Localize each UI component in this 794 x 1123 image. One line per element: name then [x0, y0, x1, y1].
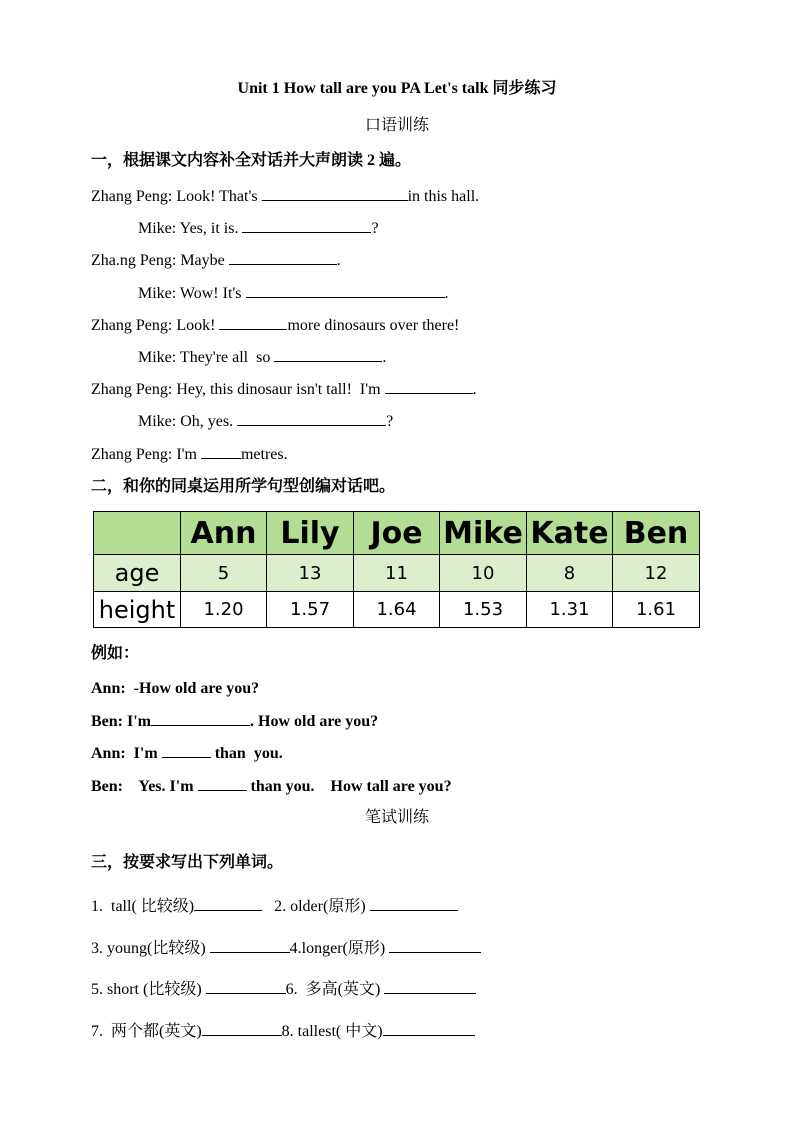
part3-heading: 三，按要求写出下列单词。: [91, 854, 284, 871]
answer-blank[interactable]: [385, 379, 473, 394]
line-text: than you. How tall are you?: [246, 778, 452, 795]
word-item-row-2: [91, 938, 481, 959]
section-oral-heading: 口语训练: [364, 117, 429, 134]
answer-blank[interactable]: [384, 979, 476, 994]
word-item-row-4: [91, 1021, 475, 1042]
dialogue-line-8: [138, 411, 393, 432]
speaker: Mike:: [138, 285, 177, 302]
answer-blank[interactable]: [370, 896, 458, 911]
item-text: 4.longer(原形): [289, 940, 390, 957]
part1-heading: 一，根据课文内容补全对话并大声朗读 2 遍。: [91, 152, 412, 169]
student-data-table: [93, 511, 700, 628]
speaker: Mike:: [138, 220, 177, 237]
answer-blank[interactable]: [202, 1021, 282, 1036]
line-text: .: [472, 381, 477, 398]
speaker: Mike:: [138, 413, 177, 430]
line-text: metres.: [240, 446, 288, 463]
answer-blank[interactable]: [198, 776, 247, 791]
height-cell: 1.53: [440, 592, 527, 628]
height-cell: 1.31: [527, 592, 613, 628]
line-text: than you.: [210, 745, 283, 762]
line-text: . How old are you?: [250, 713, 379, 730]
table-corner-cell: [94, 512, 181, 555]
item-text: 7. 两个都(英文): [91, 1023, 202, 1040]
table-row-age: [94, 555, 700, 592]
line-text: .: [444, 285, 449, 302]
item-text: 6. 多高(英文): [285, 981, 385, 998]
example-line-2: [91, 711, 378, 732]
age-cell: 13: [267, 555, 354, 592]
answer-blank[interactable]: [151, 711, 250, 726]
speaker: Zha.ng Peng:: [91, 252, 177, 269]
line-text: Hey, this dinosaur isn't tall! I'm: [172, 381, 385, 398]
answer-blank[interactable]: [237, 411, 386, 426]
name-cell: Ann: [181, 512, 267, 555]
example-label: 例如：: [91, 645, 140, 662]
age-cell: 12: [613, 555, 700, 592]
item-text: 5. short (比较级): [91, 981, 206, 998]
example-line-3: [91, 743, 283, 764]
answer-blank[interactable]: [229, 250, 337, 265]
answer-blank[interactable]: [162, 743, 211, 758]
line-text: Wow! It's: [176, 285, 246, 302]
line-text: I'm: [172, 446, 201, 463]
name-cell: Lily: [267, 512, 354, 555]
age-cell: 10: [440, 555, 527, 592]
height-cell: 1.61: [613, 592, 700, 628]
answer-blank[interactable]: [246, 283, 445, 298]
line-text: Ann: I'm: [91, 745, 162, 762]
dialogue-line-9: [91, 444, 288, 465]
item-text: 8. tallest( 中文): [281, 1023, 383, 1040]
dialogue-line-1: [91, 186, 479, 207]
line-text: Yes, it is.: [176, 220, 243, 237]
line-text: more dinosaurs over there!: [287, 317, 460, 334]
answer-blank[interactable]: [219, 315, 287, 330]
dialogue-line-3: [91, 250, 341, 271]
name-cell: Ben: [613, 512, 700, 555]
word-item-row-1: [91, 896, 458, 917]
line-text: in this hall.: [407, 188, 480, 205]
height-cell: 1.20: [181, 592, 267, 628]
name-cell: Joe: [354, 512, 440, 555]
example-line-4: [91, 776, 452, 797]
answer-blank[interactable]: [274, 347, 382, 362]
age-cell: 11: [354, 555, 440, 592]
answer-blank[interactable]: [262, 186, 408, 201]
age-label: age: [94, 555, 181, 592]
speaker: Zhang Peng:: [91, 381, 173, 398]
age-cell: 8: [527, 555, 613, 592]
answer-blank[interactable]: [201, 444, 241, 459]
answer-blank[interactable]: [210, 938, 290, 953]
name-cell: Kate: [527, 512, 613, 555]
part2-heading: 二，和你的同桌运用所学句型创编对话吧。: [91, 478, 396, 495]
line-text: Ben: Yes. I'm: [91, 778, 198, 795]
line-text: Ann: -How old are you?: [91, 680, 260, 697]
speaker: Zhang Peng:: [91, 446, 173, 463]
answer-blank[interactable]: [194, 896, 262, 911]
answer-blank[interactable]: [383, 1021, 475, 1036]
table-row-height: [94, 592, 700, 628]
speaker: Zhang Peng:: [91, 317, 173, 334]
line-text: Oh, yes.: [176, 413, 238, 430]
dialogue-line-2: [138, 218, 379, 239]
line-text: ?: [386, 413, 394, 430]
answer-blank[interactable]: [206, 979, 286, 994]
dialogue-line-4: [138, 283, 449, 304]
dialogue-line-6: [138, 347, 386, 368]
line-text: Ben: I'm: [91, 713, 151, 730]
height-label: height: [94, 592, 181, 628]
height-cell: 1.64: [354, 592, 440, 628]
line-text: .: [336, 252, 341, 269]
age-cell: 5: [181, 555, 267, 592]
item-text: 2. older(原形): [262, 898, 370, 915]
name-cell: Mike: [440, 512, 527, 555]
section-written-heading: 笔试训练: [364, 809, 429, 826]
dialogue-line-7: [91, 379, 477, 400]
line-text: Look!: [172, 317, 220, 334]
item-text: 1. tall( 比较级): [91, 898, 195, 915]
speaker: Zhang Peng:: [91, 188, 173, 205]
page-title: Unit 1 How tall are you PA Let's talk 同步练习: [237, 80, 557, 97]
answer-blank[interactable]: [389, 938, 481, 953]
speaker: Mike:: [138, 349, 177, 366]
height-cell: 1.57: [267, 592, 354, 628]
dialogue-line-5: [91, 315, 459, 336]
line-text: ?: [371, 220, 379, 237]
line-text: .: [382, 349, 387, 366]
table-header-row: [94, 512, 700, 555]
line-text: They're all so: [176, 349, 275, 366]
answer-blank[interactable]: [242, 218, 371, 233]
item-text: 3. young(比较级): [91, 940, 210, 957]
word-item-row-3: [91, 979, 476, 1000]
line-text: Maybe: [176, 252, 229, 269]
example-line-1: [91, 679, 259, 699]
line-text: Look! That's: [172, 188, 262, 205]
